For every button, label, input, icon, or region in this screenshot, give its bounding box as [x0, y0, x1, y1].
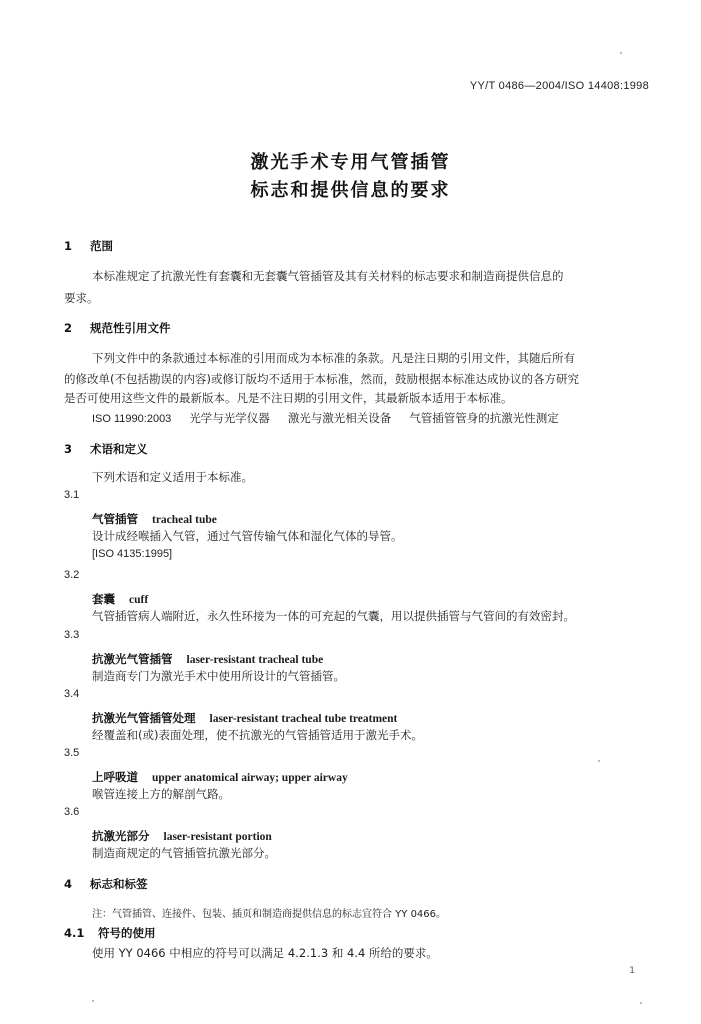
term-heading	[92, 588, 148, 607]
section-2-para-line-2: 的修改单(不包括勘误的内容)或修订版均不适用于本标准，然而，鼓励根据本标准达成协议的各方研究	[64, 372, 579, 386]
term-definition: 气管插管病人端附近，永久性环接为一体的可充起的气囊，用以提供插管与气管间的有效密封。	[92, 609, 575, 623]
term-en: laser-resistant portion	[163, 831, 272, 843]
section-4-note: 注：气管插管、连接件、包装、插页和制造商提供信息的标志宜符合 YY 0466。	[92, 909, 447, 920]
term-zh: 抗激光气管插管处理	[92, 711, 196, 725]
term-number: 3.6	[64, 806, 80, 818]
section-3-title: 术语和定义	[90, 442, 148, 456]
subsection-4-1-para: 使用 YY 0466 中相应的符号可以满足 4.2.1.3 和 4.4 所给的要求。	[92, 946, 438, 960]
subsection-4-1-number: 4.1	[64, 926, 85, 940]
term-zh: 上呼吸道	[92, 770, 138, 784]
section-3-intro: 下列术语和定义适用于本标准。	[92, 470, 253, 484]
term-heading	[92, 766, 348, 785]
term-en: laser-resistant tracheal tube treatment	[209, 713, 398, 725]
reference-part-3: 气管插管管身的抗激光性测定	[409, 411, 559, 425]
section-2-heading	[64, 320, 171, 336]
term-number: 3.1	[64, 489, 80, 501]
reference-part-1: 光学与光学仪器	[189, 411, 270, 425]
scan-speck	[92, 1000, 94, 1002]
term-zh: 抗激光气管插管	[92, 652, 173, 666]
section-1-para-line-1: 本标准规定了抗激光性有套囊和无套囊气管插管及其有关材料的标志要求和制造商提供信息的	[92, 269, 564, 283]
term-source: [ISO 4135:1995]	[92, 548, 173, 560]
section-1-number: 1	[64, 239, 73, 253]
term-definition: 制造商专门为激光手术中使用所设计的气管插管。	[92, 669, 345, 683]
title-line-2: 标志和提供信息的要求	[250, 180, 451, 201]
term-number: 3.4	[64, 688, 80, 700]
scan-speck	[620, 52, 622, 54]
section-3-heading	[64, 441, 148, 457]
term-heading	[92, 825, 272, 844]
section-2-para-line-3: 是否可使用这些文件的最新版本。凡是不注日期的引用文件，其最新版本适用于本标准。	[64, 391, 513, 405]
normative-reference	[92, 410, 559, 426]
section-4-title: 标志和标签	[90, 877, 148, 891]
standard-code: YY/T 0486—2004/ISO 14408:1998	[469, 80, 649, 92]
section-4-number: 4	[64, 877, 73, 891]
section-2-number: 2	[64, 321, 73, 335]
reference-code: ISO 11990:2003	[92, 413, 172, 425]
term-heading	[92, 648, 323, 667]
scan-speck	[640, 1002, 642, 1004]
subsection-4-1-heading	[64, 925, 156, 941]
term-number: 3.5	[64, 747, 80, 759]
term-definition: 制造商规定的气管插管抗激光部分。	[92, 846, 276, 860]
term-zh: 抗激光部分	[92, 829, 150, 843]
page-number: 1	[629, 966, 635, 976]
section-1-heading	[64, 238, 113, 254]
scan-speck	[598, 760, 600, 762]
term-definition: 喉管连接上方的解剖气路。	[92, 787, 230, 801]
term-en: laser-resistant tracheal tube	[186, 654, 324, 666]
title-line-1: 激光手术专用气管插管	[250, 152, 451, 173]
term-en: tracheal tube	[152, 514, 217, 526]
subsection-4-1-title: 符号的使用	[98, 926, 156, 940]
term-en: cuff	[129, 594, 149, 606]
term-heading	[92, 508, 217, 527]
term-number: 3.2	[64, 569, 80, 581]
term-heading	[92, 707, 397, 726]
section-2-title: 规范性引用文件	[90, 321, 171, 335]
term-zh: 套囊	[92, 592, 115, 606]
term-en: upper anatomical airway; upper airway	[152, 772, 348, 784]
term-number: 3.3	[64, 629, 80, 641]
section-1-para-line-2: 要求。	[64, 291, 99, 305]
term-zh: 气管插管	[92, 512, 138, 526]
reference-part-2: 激光与激光相关设备	[287, 411, 392, 425]
section-2-para-line-1: 下列文件中的条款通过本标准的引用而成为本标准的条款。凡是注日期的引用文件，其随后所有	[92, 351, 575, 365]
term-definition: 经覆盖和(或)表面处理，使不抗激光的气管插管适用于激光手术。	[92, 728, 423, 742]
section-1-title: 范围	[90, 239, 113, 253]
section-4-heading	[64, 876, 148, 892]
section-3-number: 3	[64, 442, 73, 456]
term-definition: 设计成经喉插入气管，通过气管传输气体和湿化气体的导管。	[92, 529, 403, 543]
